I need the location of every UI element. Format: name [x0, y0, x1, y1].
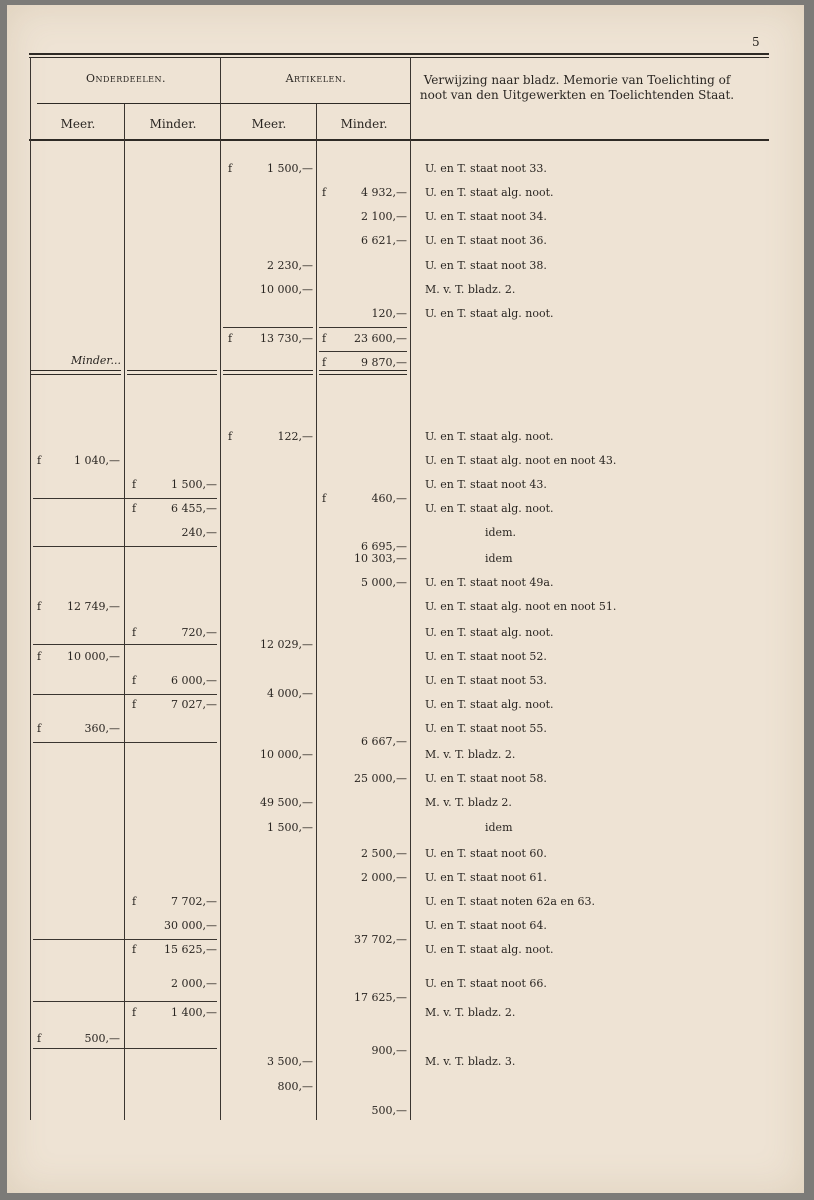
reference-note: U. en T. staat noot 64.: [425, 919, 547, 932]
amount-ond-minder: 1 500,—: [171, 478, 217, 491]
sum-rule: [33, 546, 217, 547]
reference-note: U. en T. staat alg. noot.: [425, 430, 554, 443]
amount-ond-meer: 10 000,—: [67, 650, 120, 663]
amount-art-minder: 2 000,—: [361, 871, 407, 884]
amount-art-minder: 25 000,—: [354, 772, 407, 785]
amount-ond-minder: 1 400,—: [171, 1006, 217, 1019]
amount-art-minder: 10 303,—: [354, 552, 407, 565]
amount-ond-minder: 240,—: [181, 526, 217, 539]
amount-art-meer: 10 000,—: [260, 748, 313, 761]
amount-art-meer: 1 500,—: [267, 162, 313, 175]
document-page: [7, 5, 804, 1193]
reference-note: U. en T. staat alg. noot.: [425, 502, 554, 515]
reference-note: idem: [485, 552, 513, 565]
reference-note: idem.: [485, 526, 516, 539]
minder-label: Minder...: [71, 354, 121, 367]
sum-rule: [33, 694, 217, 695]
amount-ond-meer: 12 749,—: [67, 600, 120, 613]
reference-note: U. en T. staat noot 52.: [425, 650, 547, 663]
currency-mark: f: [132, 674, 137, 687]
currency-mark: f: [37, 1032, 42, 1045]
reference-note: idem: [485, 821, 513, 834]
amount-art-minder: 120,—: [371, 307, 407, 320]
amount-art-minder: 6 695,—: [361, 540, 407, 553]
amount-art-minder: 23 600,—: [354, 332, 407, 345]
amount-ond-minder: 7 702,—: [171, 895, 217, 908]
header-ond-minder: Minder.: [149, 117, 197, 131]
amount-ond-minder: 15 625,—: [164, 943, 217, 956]
amount-ond-minder: 2 000,—: [171, 977, 217, 990]
amount-ond-minder: 7 027,—: [171, 698, 217, 711]
amount-art-meer: 49 500,—: [260, 796, 313, 809]
amount-art-meer: 3 500,—: [267, 1055, 313, 1068]
currency-mark: f: [132, 1006, 137, 1019]
header-art-meer: Meer.: [251, 117, 287, 131]
amount-art-minder: 4 932,—: [361, 186, 407, 199]
header-subrule: [37, 103, 410, 104]
currency-mark: f: [37, 722, 42, 735]
reference-note: U. en T. staat noot 34.: [425, 210, 547, 223]
reference-note: U. en T. staat noot 55.: [425, 722, 547, 735]
reference-note: U. en T. staat noot 61.: [425, 871, 547, 884]
reference-note: M. v. T. bladz 2.: [425, 796, 512, 809]
amount-art-minder: 500,—: [371, 1104, 407, 1117]
amount-art-minder: 37 702,—: [354, 933, 407, 946]
currency-mark: f: [322, 186, 327, 199]
top-rule-thin: [29, 57, 769, 58]
currency-mark: f: [322, 332, 327, 345]
col-line-5: [410, 57, 411, 1120]
col-line-4: [316, 104, 317, 1120]
amount-ond-minder: 6 000,—: [171, 674, 217, 687]
amount-ond-meer: 500,—: [84, 1032, 120, 1045]
reference-note: U. en T. staat alg. noot.: [425, 943, 554, 956]
header-ond-meer: Meer.: [60, 117, 96, 131]
amount-art-meer: 13 730,—: [260, 332, 313, 345]
sum-rule: [319, 327, 407, 328]
reference-note: U. en T. staat noot 38.: [425, 259, 547, 272]
currency-mark: f: [228, 162, 233, 175]
currency-mark: f: [132, 895, 137, 908]
sum-rule: [33, 939, 217, 940]
double-rule-3: [223, 370, 313, 375]
sum-rule: [33, 1001, 217, 1002]
amount-art-minder: 900,—: [371, 1044, 407, 1057]
currency-mark: f: [132, 943, 137, 956]
currency-mark: f: [322, 356, 327, 369]
amount-ond-minder: 720,—: [181, 626, 217, 639]
double-rule-1: [31, 370, 121, 375]
page-number: 5: [752, 35, 760, 49]
amount-art-meer: 12 029,—: [260, 638, 313, 651]
reference-note: U. en T. staat alg. noot en noot 43.: [425, 454, 617, 467]
reference-note: M. v. T. bladz. 2.: [425, 1006, 516, 1019]
header-art-minder: Minder.: [340, 117, 388, 131]
currency-mark: f: [228, 430, 233, 443]
reference-note: U. en T. staat noot 49a.: [425, 576, 554, 589]
reference-note: U. en T. staat alg. noot.: [425, 698, 554, 711]
header-onderdeelen: Onderdeelen.: [85, 72, 167, 85]
currency-mark: f: [228, 332, 233, 345]
currency-mark: f: [132, 502, 137, 515]
amount-art-meer: 10 000,—: [260, 283, 313, 296]
amount-art-meer: 4 000,—: [267, 687, 313, 700]
reference-note: M. v. T. bladz. 2.: [425, 283, 516, 296]
amount-art-minder: 2 500,—: [361, 847, 407, 860]
amount-art-minder: 5 000,—: [361, 576, 407, 589]
amount-art-meer: 2 230,—: [267, 259, 313, 272]
reference-note: U. en T. staat alg. noot en noot 51.: [425, 600, 617, 613]
reference-note: U. en T. staat noot 60.: [425, 847, 547, 860]
reference-note: U. en T. staat noot 36.: [425, 234, 547, 247]
reference-note: M. v. T. bladz. 3.: [425, 1055, 516, 1068]
currency-mark: f: [132, 626, 137, 639]
header-artikelen: Artikelen.: [285, 72, 347, 85]
amount-ond-minder: 6 455,—: [171, 502, 217, 515]
amount-ond-meer: 360,—: [84, 722, 120, 735]
header-bottom-rule: [29, 139, 769, 141]
amount-art-meer: 1 500,—: [267, 821, 313, 834]
reference-note: U. en T. staat noot 66.: [425, 977, 547, 990]
currency-mark: f: [37, 600, 42, 613]
sum-rule: [33, 644, 217, 645]
reference-note: M. v. T. bladz. 2.: [425, 748, 516, 761]
header-verwijzing: Verwijzing naar bladz. Memorie van Toelichting of noot van den Uitgewerkten en Toelichtenden Staat.: [419, 73, 735, 102]
reference-note: U. en T. staat alg. noot.: [425, 186, 554, 199]
amount-art-minder: 17 625,—: [354, 991, 407, 1004]
amount-art-meer: 800,—: [277, 1080, 313, 1093]
amount-art-minder: 6 667,—: [361, 735, 407, 748]
col-line-3: [220, 57, 221, 1120]
sum-rule: [33, 742, 217, 743]
amount-ond-meer: 1 040,—: [74, 454, 120, 467]
currency-mark: f: [37, 650, 42, 663]
reference-note: U. en T. staat noot 58.: [425, 772, 547, 785]
reference-note: U. en T. staat alg. noot.: [425, 626, 554, 639]
reference-note: U. en T. staat noten 62a en 63.: [425, 895, 596, 908]
col-line-2: [124, 104, 125, 1120]
amount-art-minder: 6 621,—: [361, 234, 407, 247]
double-rule-2: [127, 370, 217, 375]
currency-mark: f: [37, 454, 42, 467]
reference-note: U. en T. staat noot 53.: [425, 674, 547, 687]
reference-note: U. en T. staat noot 43.: [425, 478, 547, 491]
reference-note: U. en T. staat noot 33.: [425, 162, 547, 175]
amount-art-minder: 2 100,—: [361, 210, 407, 223]
currency-mark: f: [132, 698, 137, 711]
top-rule: [29, 53, 769, 55]
amount-art-minder: 460,—: [371, 492, 407, 505]
currency-mark: f: [322, 492, 327, 505]
currency-mark: f: [132, 478, 137, 491]
sum-rule: [33, 498, 217, 499]
sum-rule: [33, 1048, 217, 1049]
col-line-1: [30, 57, 31, 1120]
amount-art-meer: 122,—: [277, 430, 313, 443]
sum-rule: [223, 327, 313, 328]
amount-art-minder: 9 870,—: [361, 356, 407, 369]
reference-note: U. en T. staat alg. noot.: [425, 307, 554, 320]
sum-rule: [319, 351, 407, 352]
amount-ond-minder: 30 000,—: [164, 919, 217, 932]
double-rule-4: [319, 370, 407, 375]
